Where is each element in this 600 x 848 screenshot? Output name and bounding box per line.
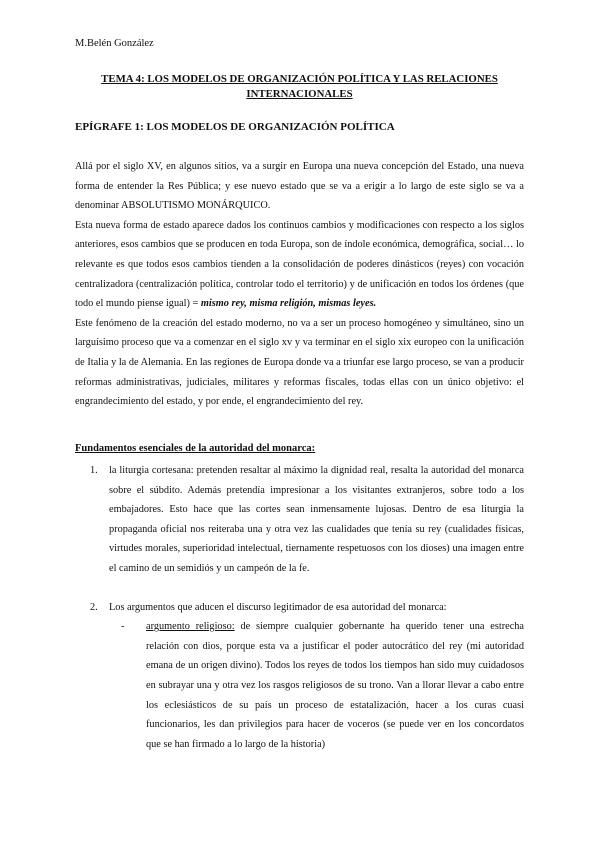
paragraph-3: Este fenómeno de la creación del estado moderno, no va a ser un proceso homogéneo y simultáneo, sino un larguísimo proceso que va a comenzar en el siglo xv y va terminar en el siglo xix europeo con la unificación de Italia y la de Alemania. En las regiones de Europa donde va a triunfar ese largo proceso, se van a producir reformas administrativas, judiciales, militares y reformas fiscales, todas ellas con un único objetivo: el engrandecimiento del estado, y por ende, el engrandecimiento del rey.	[75, 317, 524, 408]
dash-bullet: -	[121, 621, 125, 633]
sub-item-label: argumento religioso:	[146, 621, 235, 633]
author-name: M.Belén González	[75, 38, 154, 49]
sub-list-item	[121, 617, 524, 754]
body-text	[75, 157, 524, 412]
fundamentos-list	[90, 461, 524, 754]
paragraph-2	[75, 216, 524, 314]
list-item	[90, 461, 524, 579]
list-number: 1.	[90, 465, 98, 476]
section-title: EPÍGRAFE 1: LOS MODELOS DE ORGANIZACIÓN POLÍTICA	[75, 121, 395, 133]
paragraph-1: Allá por el siglo XV, en algunos sitios, va a surgir en Europa una nueva concepción del Estado, una nueva forma de entender la Res Pública; y ese nuevo estado que se va a erigir a lo largo de este siglo se va a denominar ABSOLUTISMO MONÁRQUICO.	[75, 161, 524, 212]
list-item-text: la liturgia cortesana: pretenden resaltar al máximo la dignidad real, resalta la autoridad del monarca sobre el súbdito. Además pretendía impresionar a los visitantes extranjeros, sobre todo a los embajadores. Esto hace que las cortes sean inmensamente lujosas. Dentro de esa liturgia la propaganda oficial nos reiteraba una y otra vez las cualidades que tenía su rey (cualidades físicas, virtudes morales, superioridad intelectual, tiernamente respetuosos con los dioses) una imagen entre el camino de un semidiós y un campeón de la fe.	[109, 465, 524, 574]
fundamentos-heading: Fundamentos esenciales de la autoridad del monarca:	[75, 443, 316, 454]
sub-item-text	[146, 617, 524, 754]
paragraph-2-emphasis: mismo rey, misma religión, mismas leyes.	[200, 298, 377, 310]
paragraph-2-text: Esta nueva forma de estado aparece dados los continuos cambios y modificaciones con respecto a los siglos anteriores, esos cambios que se producen en toda Europa, son de índole económica, demográfica, social… lo relevante es que todos esos cambios tienden a la consolidación de poderes dinásticos (reyes) con vocación centralizadora (centralización política, controlar todo el territorio) y de unificación en todos los órdenes (que todo el mundo piense igual) =	[75, 219, 524, 310]
sub-item-body: de siempre cualquier gobernante ha querido tener una estrecha relación con dios, porque esta va a justificar el poder autocrático del rey (mi autoridad emana de un origen divino). Todos los reyes de todos los tiempos han sido muy cuidadosos en subrayar una y otra vez los rasgos religiosos de su trono. Van a llorar llevar a cabo entre los eclesiásticos de su país un proceso de estatalización, hacer a los curas cuasi funcionarios, les dan privilegios para hacer de voceros (se puede ver en los concordatos que se han firmado a lo largo de la historia)	[146, 621, 524, 750]
list-item-text: Los argumentos que aducen el discurso legitimador de esa autoridad del monarca:	[109, 601, 447, 613]
list-item	[90, 598, 524, 618]
document-title: TEMA 4: LOS MODELOS DE ORGANIZACIÓN POLÍTICA Y LAS RELACIONES INTERNACIONALES	[101, 73, 498, 100]
list-number: 2.	[90, 601, 98, 613]
